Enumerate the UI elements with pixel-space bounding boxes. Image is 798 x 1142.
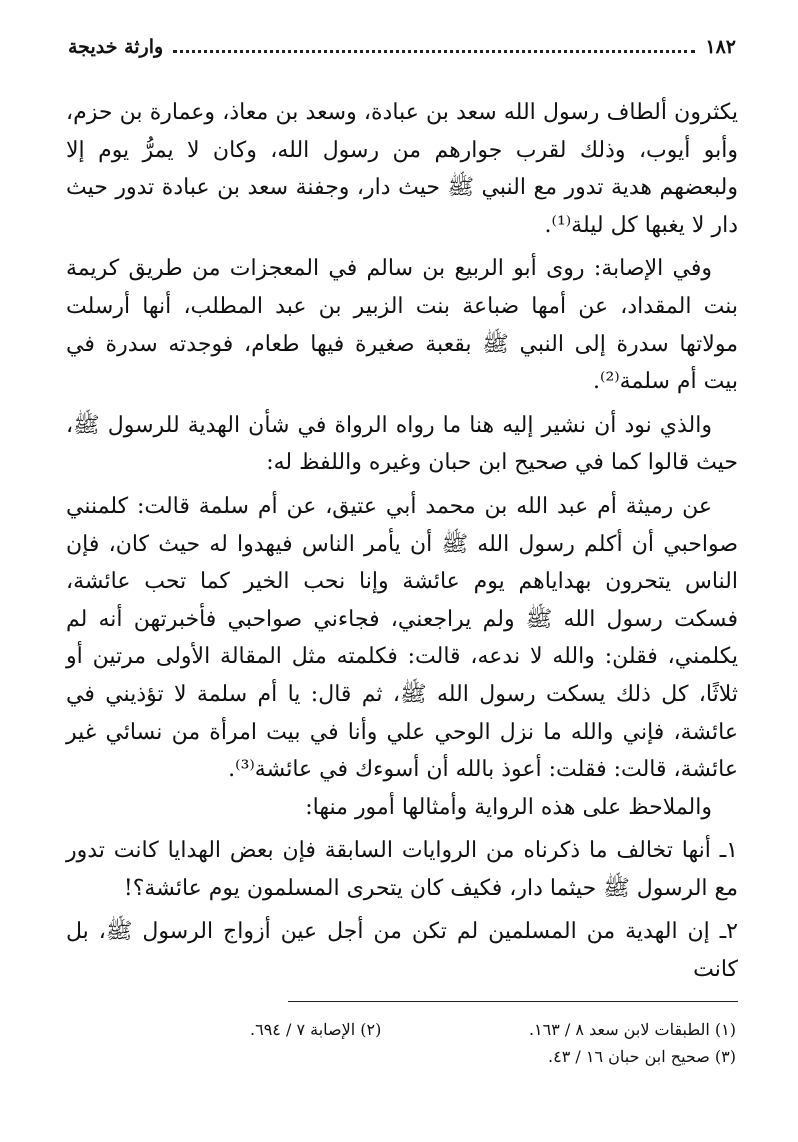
page-number: ١٨٢ xyxy=(705,36,736,58)
paragraph: يكثرون ألطاف رسول الله سعد بن عبادة، وسعد بن معاذ، وعمارة بن حزم، وأبو أيوب، وذلك لقرب جوارهم من رسول الله، وكان لا يمرُّ يوم إلا ولبعضهم هدية تدور مع النبي ﷺ حيث دار، وجفنة سعد بن عبادة تدور حيث دار لا يغبها كل ليلة⁽¹⁾. xyxy=(66,100,738,238)
footnote-3: (٣) صحيح ابن حبان ١٦ / ٤٣. xyxy=(548,1047,736,1066)
page-body xyxy=(66,94,738,989)
paragraph: والذي نود أن نشير إليه هنا ما رواه الرواة في شأن الهدية للرسول ﷺ، حيث قالوا كما في صحيح ابن حبان وغيره واللفظ له: xyxy=(66,412,738,476)
list-item: ١ـ أنها تخالف ما ذكرناه من الروايات السابقة فإن بعض الهدايا كانت تدور مع الرسول ﷺ حيثما دار، فكيف كان يتحرى المسلمون يوم عائشة؟! xyxy=(66,838,738,901)
paragraph: وفي الإصابة: روى أبو الربيع بن سالم في المعجزات من طريق كريمة بنت المقداد، عن أمها ضباعة بنت الزبير بن عبد المطلب، أنها أرسلت مولاتها سدرة إلى النبي ﷺ بقعبة صغيرة فيها طعام، فوجدته سدرة في بيت أم سلمة⁽²⁾. xyxy=(66,256,738,395)
footnote-separator xyxy=(288,1001,738,1002)
list-item: ٢ـ إن الهدية من المسلمين لم تكن من أجل عين أزواج الرسول ﷺ، بل كانت xyxy=(66,919,738,983)
page-header xyxy=(68,32,736,62)
book-title: وارثة خديجة xyxy=(68,36,164,58)
footnote-row xyxy=(250,1016,736,1043)
footnotes xyxy=(250,1016,736,1070)
paragraph: والملاحظ على هذه الرواية وأمثالها أمور منها: xyxy=(305,794,712,820)
header-dot-leader xyxy=(173,48,695,53)
footnote-1: (١) الطبقات لابن سعد ٨ / ١٦٣. xyxy=(528,1020,736,1039)
paragraph: عن رميثة أم عبد الله بن محمد أبي عتيق، عن أم سلمة قالت: كلمنني صواحبي أن أكلم رسول الله ﷺ أن يأمر الناس فيهدوا له حيث كان، فإن الناس يتحرون بهداياهم يوم عائشة وإنا نحب الخير كما تحب عائشة، فسكت رسول الله ﷺ ولم يراجعني، فجاءني صواحبي فأخبرتهن أنه لم يكلمني، فقلن: والله لا ندعه، قالت: فكلمته مثل المقالة الأولى مرتين أو ثلاثًا، كل ذلك يسكت رسول الله ﷺ، ثم قال: يا أم سلمة لا تؤذيني في عائشة، فإني والله ما نزل الوحي علي وأنا في بيت امرأة من نسائي غير عائشة، قالت: فقلت: أعوذ بالله أن أسوءك في عائشة⁽³⁾. xyxy=(66,493,738,783)
footnote-2: (٢) الإصابة ٧ / ٦٩٤. xyxy=(250,1020,382,1039)
footnote-row xyxy=(250,1043,736,1070)
